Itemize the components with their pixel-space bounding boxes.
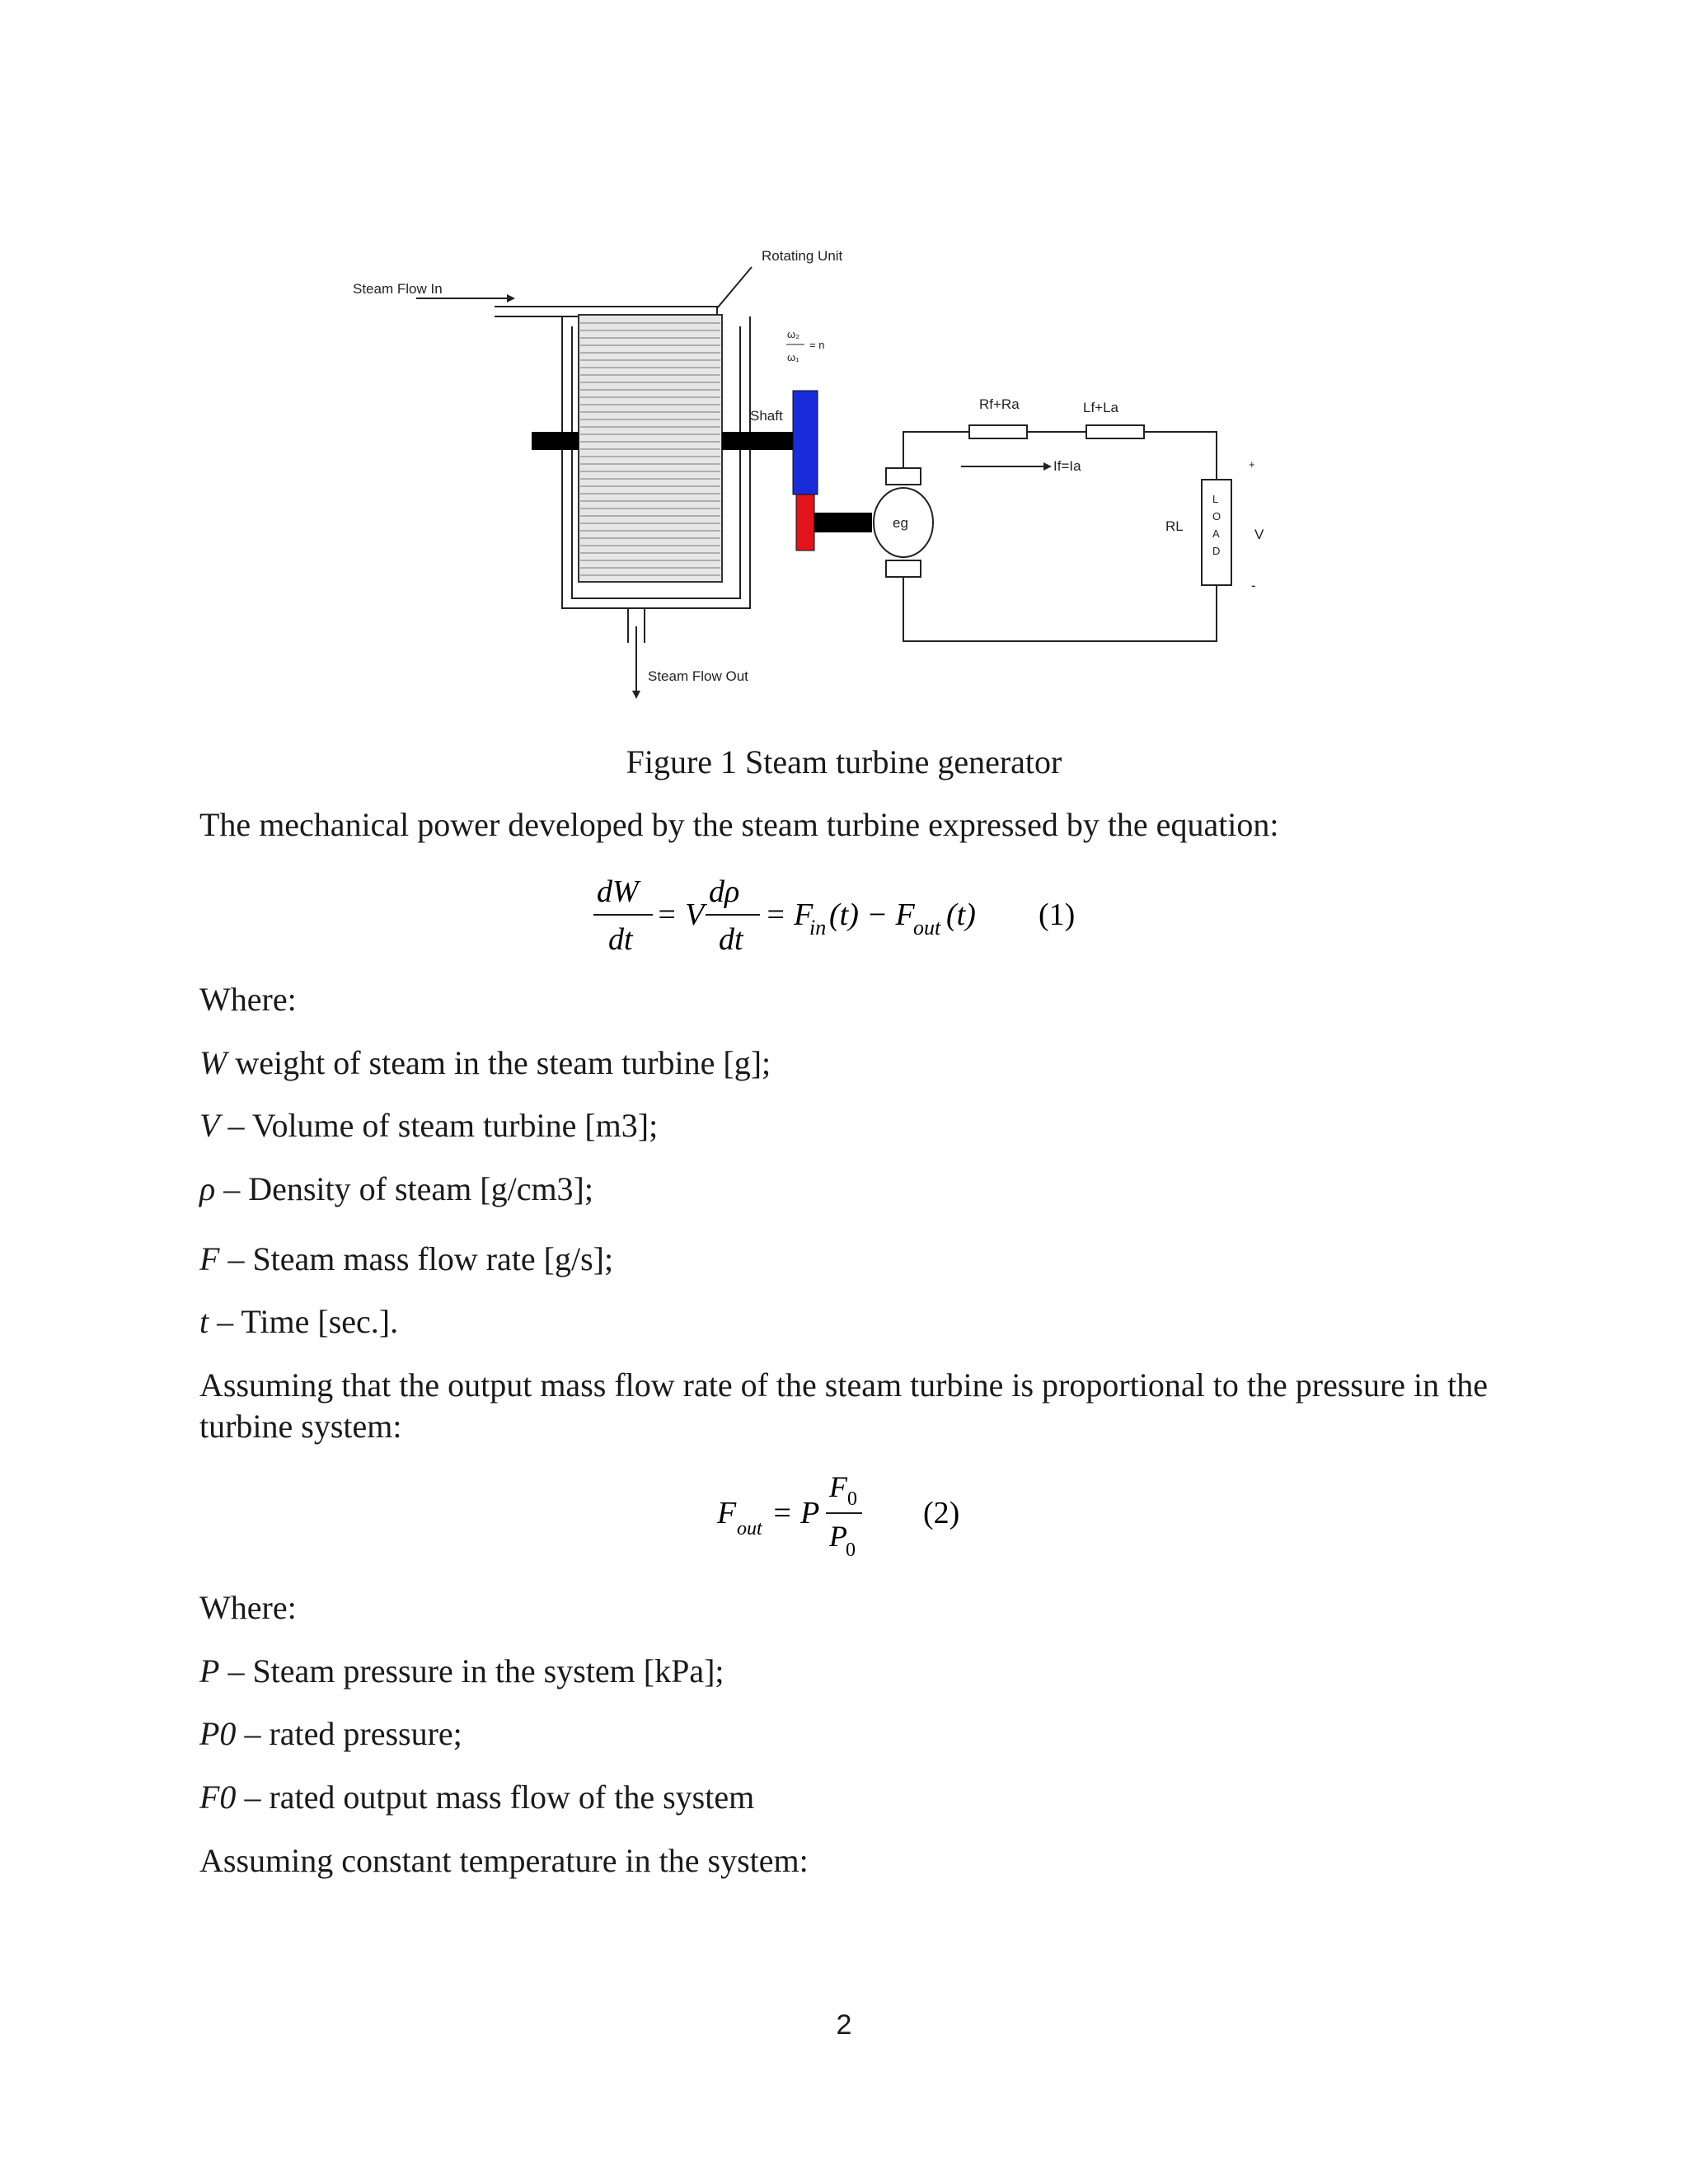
inductor-lf-la — [1086, 425, 1144, 438]
shaft-left — [532, 432, 579, 450]
figure-caption: Figure 1 Steam turbine generator — [626, 743, 1062, 780]
eq1-sub-in: in — [809, 916, 827, 940]
def-row-P0 — [199, 1713, 462, 1755]
eq2-sub-out: out — [737, 1518, 762, 1540]
def-desc-P0: – rated pressure; — [236, 1715, 462, 1752]
rotating-unit-label: Rotating Unit — [762, 248, 843, 264]
def-symbol-V: V — [199, 1107, 220, 1144]
steam-turbine-generator-diagram — [0, 0, 1688, 742]
eq1-drho: dρ — [709, 874, 740, 909]
def-symbol-P: P — [199, 1652, 220, 1690]
where-1: Where: — [199, 981, 297, 1018]
def-symbol-P0: P0 — [199, 1715, 237, 1752]
current-arrowhead — [1043, 462, 1052, 471]
steam-in-arrowhead — [507, 294, 515, 302]
load-letter-a: A — [1212, 527, 1220, 540]
eq2-P0-P: P — [829, 1520, 847, 1553]
def-symbol-W: W — [199, 1044, 227, 1081]
eq2-eqP: = P — [771, 1496, 820, 1530]
load-letter-o: O — [1212, 510, 1221, 523]
load-letter-d: D — [1212, 545, 1221, 557]
rotating-unit-pointer — [717, 267, 752, 308]
eq2-number: (2) — [923, 1496, 960, 1530]
rf-ra-label: Rf+Ra — [979, 396, 1020, 412]
page-number: 2 — [836, 2009, 852, 2041]
lf-la-label: Lf+La — [1083, 400, 1119, 415]
def-desc-F0: – rated output mass flow of the system — [236, 1779, 755, 1816]
rl-label: RL — [1165, 518, 1184, 534]
eq2-F0-F: F — [829, 1470, 847, 1503]
eq2-F0-sub: 0 — [847, 1488, 857, 1510]
def-desc-P: – Steam pressure in the system [kPa]; — [219, 1652, 724, 1690]
brush-top — [886, 468, 921, 485]
steam-flow-out-label: Steam Flow Out — [648, 668, 748, 684]
assumption-1: Assuming that the output mass flow rate of the steam turbine is proportional to the pressure in the turbine system: — [199, 1366, 1489, 1445]
eq1-rhs: = F — [765, 898, 814, 932]
where-2: Where: — [199, 1589, 297, 1626]
gear-blue — [793, 391, 818, 494]
eq1-sub-out: out — [913, 916, 941, 940]
plus-label: + — [1249, 458, 1255, 471]
def-symbol-t: t — [199, 1303, 209, 1340]
eq2-F: F — [717, 1496, 737, 1530]
equation-2 — [709, 1467, 989, 1566]
eq1-dt1: dt — [608, 922, 633, 957]
load-letter-l: L — [1212, 493, 1219, 505]
omega1: ω₁ — [787, 351, 799, 363]
def-row-P — [199, 1651, 724, 1692]
equation-1 — [577, 865, 1137, 972]
eq1-dt2: dt — [719, 922, 743, 957]
steam-flow-in-label: Steam Flow In — [353, 281, 443, 297]
eq1-eqV: = V — [656, 898, 705, 932]
eq1-t1: (t) − F — [829, 898, 915, 932]
shaft-right — [722, 432, 793, 450]
omega2: ω₂ — [787, 328, 800, 340]
def-symbol-F: F — [199, 1240, 220, 1277]
def-desc-rho: – Density of steam [g/cm3]; — [215, 1170, 593, 1207]
def-row-F — [199, 1239, 613, 1280]
brush-bottom — [886, 560, 921, 577]
def-symbol-rho: ρ — [199, 1170, 216, 1207]
def-row-F0 — [199, 1777, 754, 1818]
gear-red — [796, 494, 814, 551]
current-label: If=Ia — [1053, 458, 1081, 474]
eq1-t2: (t) — [946, 898, 976, 932]
eq1-dW: dW — [597, 874, 639, 909]
gear-ratio-rhs: = n — [809, 339, 825, 351]
eq1-number: (1) — [1039, 898, 1076, 932]
def-desc-V: – Volume of steam turbine [m3]; — [219, 1107, 659, 1144]
def-row-V — [199, 1105, 658, 1146]
circuit-bottom-wire — [903, 577, 1217, 641]
def-desc-t: – Time [sec.]. — [209, 1303, 399, 1340]
generator-shaft — [814, 513, 872, 532]
def-desc-F: – Steam mass flow rate [g/s]; — [219, 1240, 614, 1277]
def-desc-W: weight of steam in the steam turbine [g]; — [227, 1044, 771, 1081]
minus-label: - — [1251, 578, 1256, 593]
generator-eg-label: eg — [893, 515, 908, 531]
def-row-t — [199, 1301, 398, 1343]
def-symbol-F0: F0 — [199, 1779, 237, 1816]
steam-out-arrowhead — [632, 691, 640, 699]
eq2-P0-sub: 0 — [846, 1540, 856, 1561]
turbine-blades — [579, 315, 722, 582]
v-label: V — [1254, 527, 1264, 542]
def-row-rho — [199, 1169, 593, 1210]
def-row-W — [199, 1043, 771, 1084]
shaft-label: Shaft — [750, 408, 783, 424]
assumption-2: Assuming constant temperature in the system: — [199, 1842, 809, 1879]
intro-text: The mechanical power developed by the steam turbine expressed by the equation: — [199, 806, 1279, 843]
resistor-rf-ra — [969, 425, 1027, 438]
